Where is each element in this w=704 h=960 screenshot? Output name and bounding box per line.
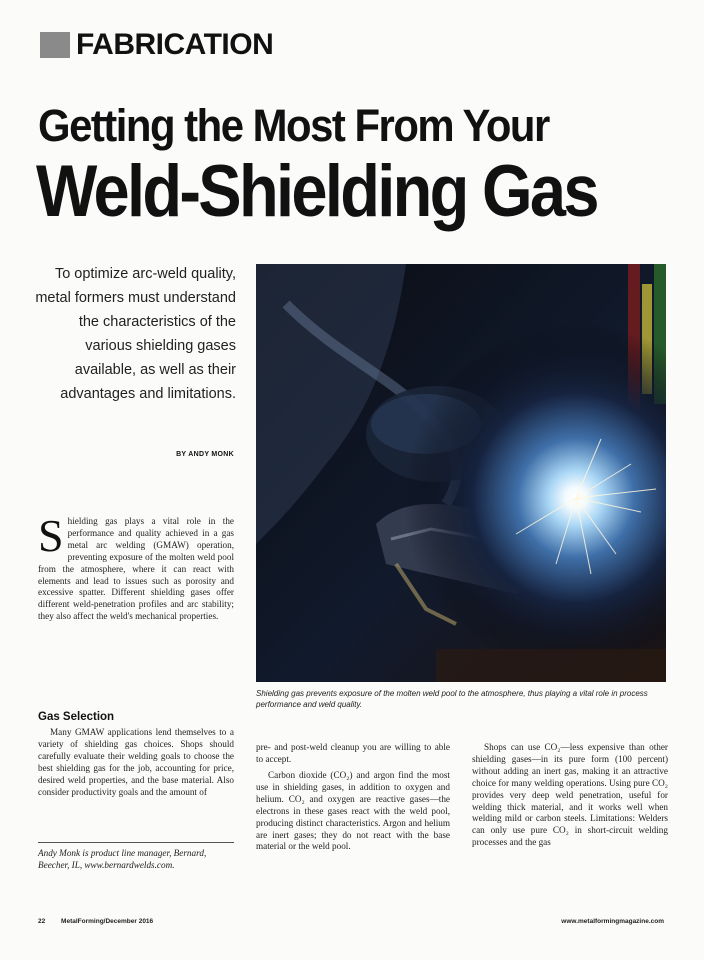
page-number: 22 — [38, 918, 46, 925]
intro-paragraph: hielding gas plays a vital role in the performance and quality achieved in a gas metal arc welding (GMAW) operation, preventing exposure of the molten weld pool from the atmosphere, where it can react with elements and lead to issues such as porosity and excessive spatter. Different shielding gases offer different weld-penetration profiles and arc stability; they also affect the weld's mechanical properties. — [38, 516, 234, 622]
bio-divider — [38, 842, 234, 843]
article-deck: To optimize arc-weld quality, metal formers must understand the characteristics of the various shielding gases available, as well as their advantages and limitations. — [35, 266, 236, 402]
section-label: FABRICATION — [76, 28, 274, 61]
column-2-continuation: pre- and post-weld cleanup you are willing to able to accept. — [256, 742, 450, 764]
magazine-issue: MetalForming/December 2016 — [61, 918, 154, 925]
author-bio: Andy Monk is product line manager, Bernard, Beecher, IL, www.bernardwelds.com. — [38, 848, 207, 870]
photo-caption: Shielding gas prevents exposure of the molten weld pool to the atmosphere, thus playing a vital role in process performance and weld quality. — [256, 689, 648, 709]
headline-line-2: Weld-Shielding Gas — [36, 151, 597, 232]
footer-url: www.metalformingmagazine.com — [561, 918, 664, 925]
column-3-paragraph: Shops can use CO₂—less expensive than other shielding gases—in its pure form (100 percent) without adding an inert gas, making it an attractive choice for many welding operations. Using pure CO₂ provides very deep weld penetration, useful for welding thick material, and it works well when welding mild or carbon steels. Limitations: Welders can only use pure CO₂ in short-circuit welding processes and the gas — [472, 742, 668, 848]
drop-cap: S — [38, 510, 64, 561]
headline-line-1: Getting the Most From Your — [38, 100, 549, 151]
footer-left — [38, 918, 153, 925]
section-tag — [40, 30, 273, 60]
subhead-gas-selection: Gas Selection — [38, 711, 115, 723]
gas-selection-paragraph: Many GMAW applications lend themselves to a variety of shielding gas choices. Shops should carefully evaluate their welding goals to choose the best shielding gas for the job, accounting for price, desired weld properties, and the base material. Also consider productivity goals and the amount of — [38, 727, 234, 797]
welding-photo-image — [256, 264, 666, 682]
byline: BY ANDY MONK — [176, 451, 234, 458]
section-tag-bar — [40, 32, 70, 58]
column-2-paragraph: Carbon dioxide (CO₂) and argon find the most use in shielding gases, in addition to oxygen and helium. CO₂ and oxygen are reactive gases—the electrons in these gases react with the weld pool, producing distinct characteristics. Argon and helium are inert gases; they do not react with the base material or the weld pool. — [256, 770, 450, 852]
welding-photo — [256, 264, 666, 682]
article-intro — [38, 510, 234, 623]
